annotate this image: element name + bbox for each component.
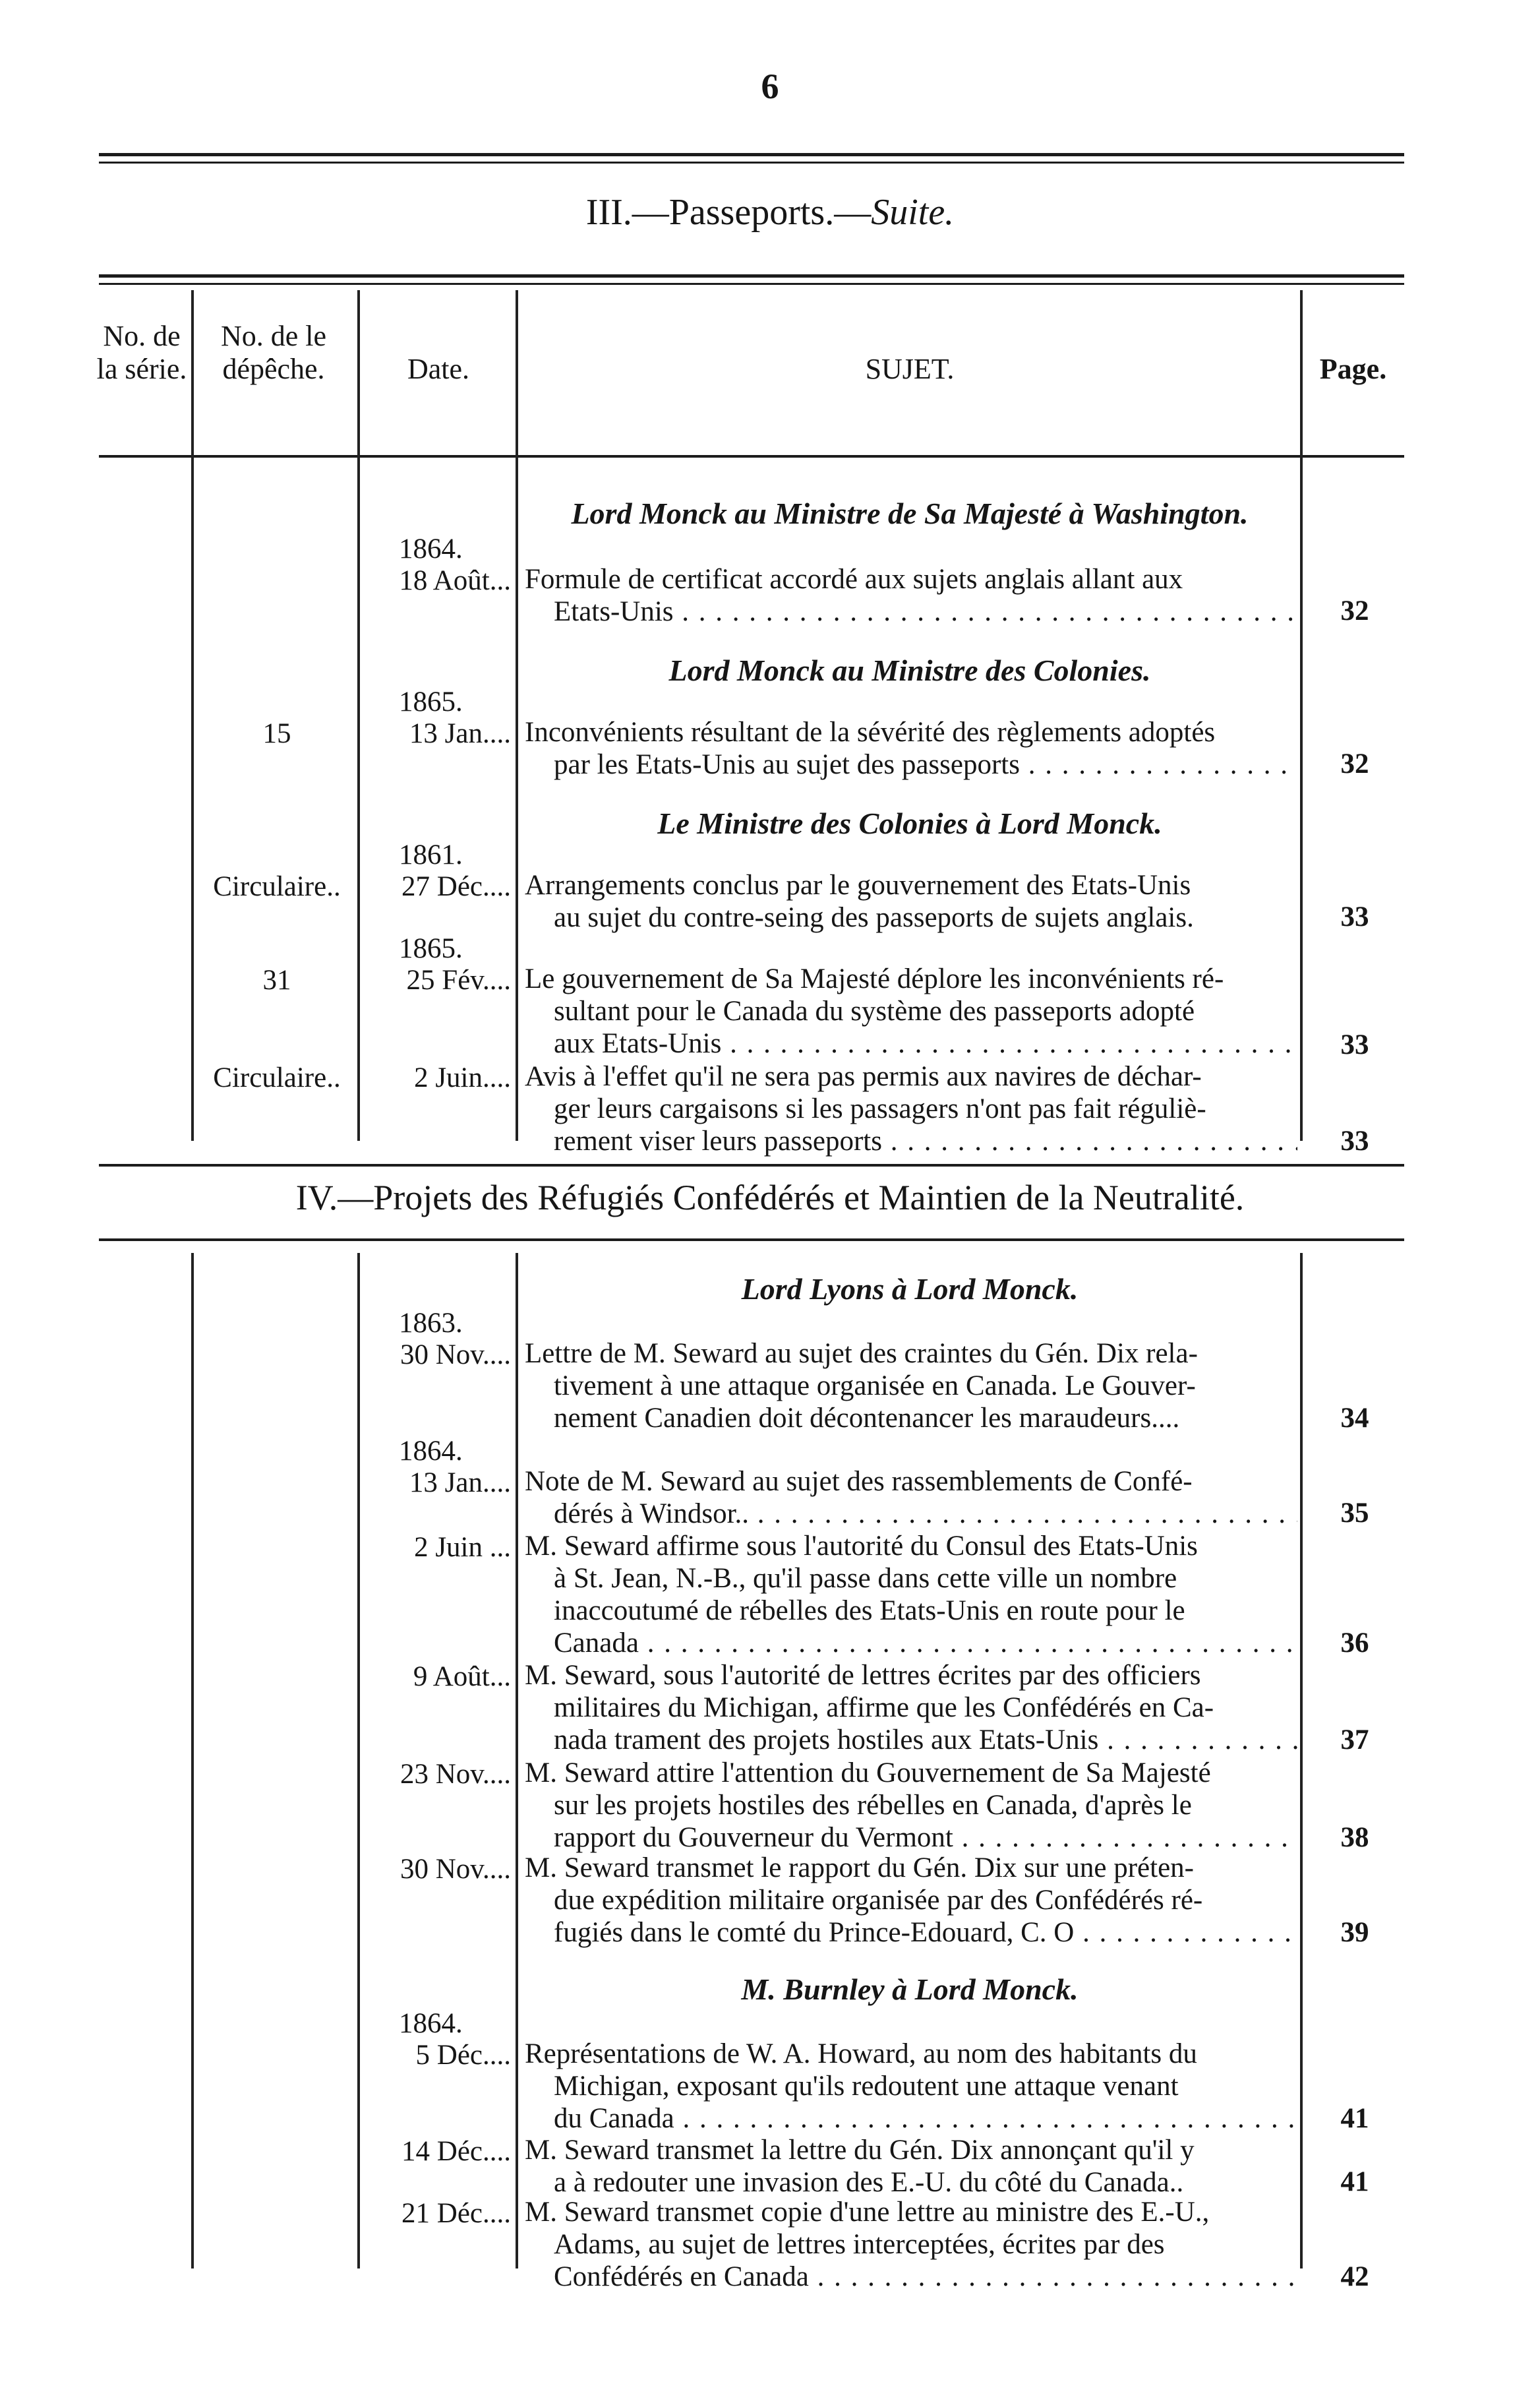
entry-depeche: 31 [262, 965, 291, 996]
entry-depeche: 15 [262, 718, 291, 749]
entry-page: 42 [1340, 2261, 1369, 2292]
entry-date: 5 Déc.... [415, 2040, 511, 2071]
entry-year: 1864. [399, 2008, 463, 2039]
entry-subject [525, 1465, 1297, 1530]
subject-line: Le gouvernement de Sa Majesté déplore les inconvénients ré- [525, 963, 1224, 994]
group-header: Le Ministre des Colonies à Lord Monck. [657, 807, 1162, 840]
subject-line: sur les projets hostiles des rébelles en Canada, d'après le [554, 1790, 1192, 1821]
subject-line: ger leurs cargaisons si les passagers n'ont pas fait réguliè- [554, 1093, 1206, 1124]
entry-date: 14 Déc.... [401, 2136, 511, 2167]
entry-year: 1864. [399, 533, 463, 564]
entry-subject [525, 2038, 1297, 2135]
subject-line: Canada . . . [525, 1627, 1297, 1659]
subject-line: tivement à une attaque organisée en Canada. Le Gouver- [554, 1370, 1196, 1401]
col-depeche-header: No. de le dépêche. [220, 320, 327, 385]
subject-line: M. Seward, sous l'autorité de lettres écrites par des officiers [525, 1660, 1201, 1691]
header-bottom-rule [99, 455, 1404, 458]
entry-subject [525, 2196, 1297, 2293]
col-divider [516, 290, 518, 1141]
group-header: Lord Monck au Ministre des Colonies. [668, 654, 1151, 687]
subject-line: M. Seward transmet la lettre du Gén. Dix annonçant qu'il y [525, 2135, 1195, 2166]
entry-subject [525, 563, 1297, 628]
subject-line: due expédition militaire organisée par des Confédérés ré- [554, 1885, 1203, 1916]
entry-page: 33 [1340, 1126, 1369, 1157]
group-header: Lord Lyons à Lord Monck. [741, 1272, 1079, 1306]
entry-date: 2 Juin ... [414, 1532, 511, 1563]
subject-line: Adams, au sujet de lettres interceptées, écrites par des [554, 2229, 1165, 2260]
subject-line: inaccoutumé de rébelles des Etats-Unis en route pour le [554, 1595, 1185, 1626]
entry-subject [525, 869, 1297, 934]
subject-line: dérés à Windsor.. . . . [525, 1498, 1297, 1530]
entry-subject [525, 716, 1297, 781]
entry-subject [525, 963, 1297, 1060]
section-4-bottom-rule [99, 1238, 1404, 1241]
entry-page: 33 [1340, 1029, 1369, 1060]
subject-line: par les Etats-Unis au sujet des passeports . . . [525, 748, 1297, 781]
col-date-header: Date. [407, 353, 470, 385]
col-divider [191, 290, 194, 1141]
subject-line: Formule de certificat accordé aux sujets anglais allant aux [525, 564, 1183, 595]
subject-line: du Canada . . . [525, 2102, 1297, 2135]
entry-depeche: Circulaire.. [213, 871, 341, 902]
entry-date: 13 Jan.... [409, 1467, 511, 1498]
subject-line: au sujet du contre-seing des passeports de sujets anglais. [554, 902, 1194, 933]
entry-year: 1861. [399, 839, 463, 870]
subject-line: militaires du Michigan, affirme que les Confédérés en Ca- [554, 1692, 1214, 1723]
subject-line: Confédérés en Canada . . . [525, 2261, 1297, 2293]
subject-line: Etats-Unis . . . [525, 595, 1297, 628]
entry-subject [525, 1852, 1297, 1949]
entry-page: 35 [1340, 1498, 1369, 1529]
entry-date: 2 Juin.... [414, 1062, 511, 1093]
col-divider [357, 290, 360, 1141]
entry-date: 23 Nov.... [400, 1759, 511, 1790]
subject-line: M. Seward attire l'attention du Gouvernement de Sa Majesté [525, 1757, 1211, 1788]
entry-depeche: Circulaire.. [213, 1062, 341, 1093]
top-rule [99, 153, 1404, 156]
section-3-title: III.—Passeports.— [585, 192, 872, 233]
entry-page: 39 [1340, 1917, 1369, 1948]
header-top-rule [99, 274, 1404, 278]
group-header: M. Burnley à Lord Monck. [741, 1972, 1079, 2006]
col-divider [191, 1253, 194, 2268]
subject-line: Michigan, exposant qu'ils redoutent une attaque venant [554, 2071, 1179, 2102]
entry-page: 33 [1340, 901, 1369, 932]
entry-date: 25 Fév.... [406, 965, 511, 996]
subject-line: M. Seward affirme sous l'autorité du Consul des Etats-Unis [525, 1531, 1198, 1562]
section-4-top-rule [99, 1164, 1404, 1167]
entry-page: 37 [1340, 1724, 1369, 1755]
col-divider [1300, 290, 1303, 1141]
subject-line: Arrangements conclus par le gouvernement des Etats-Unis [525, 870, 1191, 901]
entry-year: 1865. [399, 933, 463, 964]
subject-line: a à redouter une invasion des E.-U. du côté du Canada.. [554, 2167, 1184, 2198]
entry-year: 1863. [399, 1308, 463, 1339]
subject-line: à St. Jean, N.-B., qu'il passe dans cette ville un nombre [554, 1563, 1177, 1594]
entry-page: 32 [1340, 595, 1369, 626]
entry-page: 41 [1340, 2103, 1369, 2134]
subject-line: Inconvénients résultant de la sévérité des règlements adoptés [525, 717, 1216, 748]
subject-line: aux Etats-Unis . . . [525, 1027, 1297, 1060]
subject-line: Lettre de M. Seward au sujet des craintes du Gén. Dix rela- [525, 1338, 1198, 1369]
entry-date: 13 Jan.... [409, 718, 511, 749]
entry-date: 9 Août... [413, 1661, 511, 1692]
col-divider [516, 1253, 518, 2268]
entry-page: 32 [1340, 748, 1369, 779]
col-divider [1300, 1253, 1303, 2268]
entry-date: 21 Déc.... [401, 2198, 511, 2229]
subject-line: Représentations de W. A. Howard, au nom des habitants du [525, 2038, 1197, 2069]
entry-subject [525, 1337, 1297, 1434]
entry-date: 27 Déc.... [401, 871, 511, 902]
subject-line: M. Seward transmet copie d'une lettre au ministre des E.-U., [525, 2197, 1210, 2228]
entry-year: 1865. [399, 686, 463, 717]
top-rule-thin [99, 162, 1404, 164]
subject-line: nement Canadien doit décontenancer les maraudeurs.... [554, 1403, 1180, 1434]
entry-subject [525, 1530, 1297, 1659]
col-page-header: Page. [1319, 353, 1387, 385]
page-number: 6 [761, 67, 779, 106]
entry-date: 18 Août... [399, 565, 511, 596]
entry-subject [525, 1757, 1297, 1854]
entry-subject [525, 1060, 1297, 1157]
subject-line: nada trament des projets hostiles aux Etats-Unis . . . [525, 1724, 1297, 1756]
subject-line: Avis à l'effet qu'il ne sera pas permis aux navires de déchar- [525, 1061, 1202, 1092]
section-3-heading [0, 191, 1540, 233]
entry-page: 34 [1340, 1403, 1369, 1434]
subject-line: M. Seward transmet le rapport du Gén. Dix sur une préten- [525, 1852, 1194, 1883]
entry-date: 30 Nov.... [400, 1854, 511, 1885]
entry-page: 38 [1340, 1822, 1369, 1853]
col-sujet-header: SUJET. [865, 353, 955, 385]
entry-subject [525, 2134, 1297, 2199]
col-serie-header: No. de la série. [96, 320, 187, 385]
entry-subject [525, 1659, 1297, 1756]
entry-date: 30 Nov.... [400, 1339, 511, 1370]
entry-year: 1864. [399, 1436, 463, 1467]
section-3-suite: Suite. [871, 192, 955, 233]
subject-line: rapport du Gouverneur du Vermont . . . [525, 1821, 1297, 1854]
entry-page: 41 [1340, 2166, 1369, 2197]
subject-line: fugiés dans le comté du Prince-Edouard, C. O . . . [525, 1916, 1297, 1949]
header-top-rule-thin [99, 283, 1404, 285]
subject-line: Note de M. Seward au sujet des rassemblements de Confé- [525, 1466, 1193, 1497]
subject-line: rement viser leurs passeports . . . [525, 1125, 1297, 1157]
section-4-heading: IV.—Projets des Réfugiés Confédérés et Maintien de la Neutralité. [295, 1178, 1245, 1217]
group-header: Lord Monck au Ministre de Sa Majesté à Washington. [571, 497, 1249, 530]
subject-line: sultant pour le Canada du système des passeports adopté [554, 996, 1195, 1027]
entry-page: 36 [1340, 1628, 1369, 1659]
